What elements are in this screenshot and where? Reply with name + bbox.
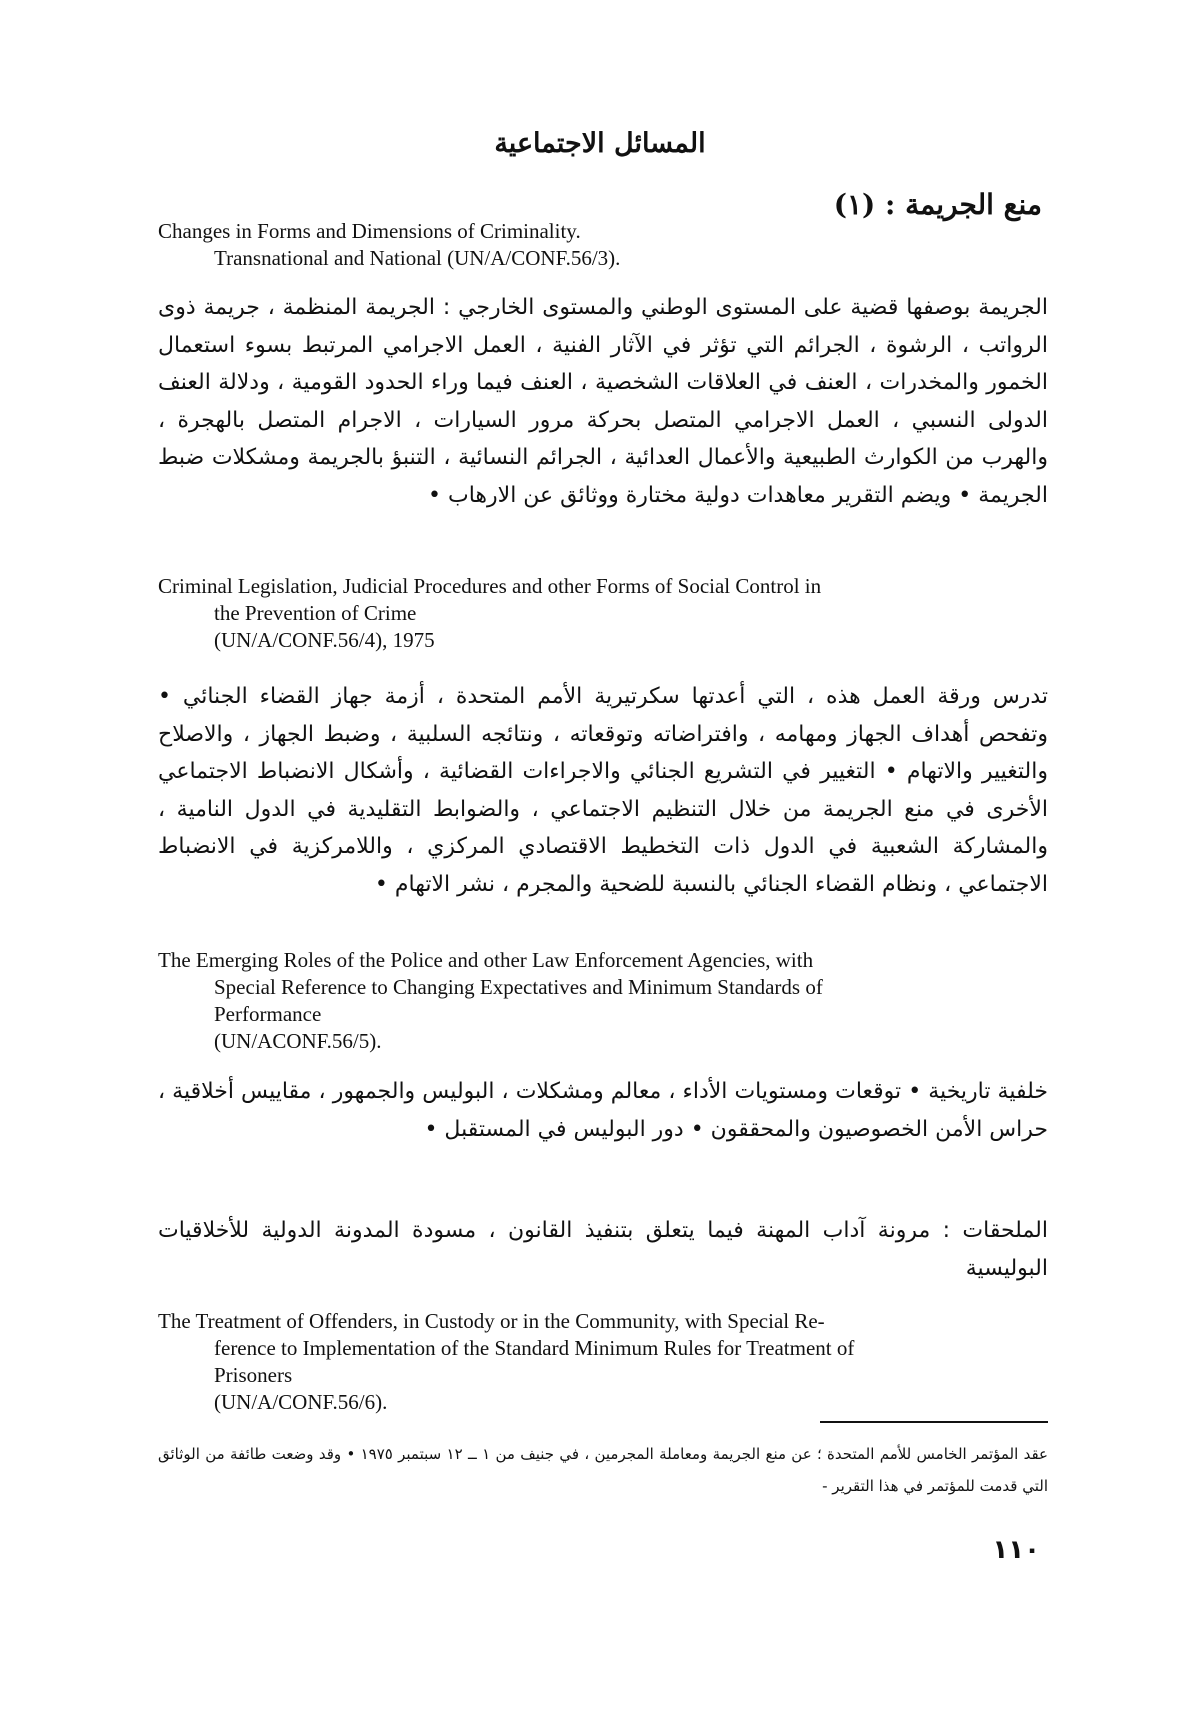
english-line: ference to Implementation of the Standard Minimum Rules for Treatment of (214, 1336, 855, 1360)
arabic-summary-1: الجريمة بوصفها قضية على المستوى الوطني والمستوى الخارجي : الجريمة المنظمة ، جريمة ذوى الرواتب ، الرشوة ، الجرائم التي تؤثر في الآثار الفنية ، العمل الاجرامي المرتبط بسوء استعمال الخمور والمخدرات ، العنف في العلاقات الشخصية ، العنف فيما وراء الحدود القومية ، ودلالة العنف الدولى النسبي ، العمل الاجرامي المتصل بحركة مرور السيارات ، الاجرام المتصل بالهجرة ، والهرب من الكوارث الطبيعية والأعمال العدائية ، الجرائم النسائية ، التنبؤ بالجريمة ومشكلات ضبط الجريمة • ويضم التقرير معاهدات دولية مختارة ووثائق عن الارهاب • (158, 295, 1048, 508)
english-line: Special Reference to Changing Expectatives and Minimum Standards of (214, 975, 823, 999)
english-reference-1 (158, 218, 1038, 272)
english-line: The Emerging Roles of the Police and other Law Enforcement Agencies, with (158, 948, 814, 972)
arabic-annex-note: الملحقات : مرونة آداب المهنة فيما يتعلق بتنفيذ القانون ، مسودة المدونة الدولية للأخلاقيات البوليسية (158, 1218, 1048, 1281)
english-line: Prisoners (214, 1363, 293, 1387)
arabic-summary-3: خلفية تاريخية • توقعات ومستويات الأداء ، معالم ومشكلات ، البوليس والجمهور ، مقاييس أخلاقية ، حراس الأمن الخصوصيون والمحققون • دور البوليس في المستقبل • (158, 1079, 1048, 1142)
section-heading: منع الجريمة : (١) (833, 188, 1042, 221)
english-reference-4 (158, 1308, 1048, 1416)
english-reference-2 (158, 573, 1048, 654)
english-line: (UN/ACONF.56/5). (214, 1029, 382, 1053)
english-line: Transnational and National (UN/A/CONF.56/3). (214, 246, 621, 270)
footnote: عقد المؤتمر الخامس للأمم المتحدة ؛ عن منع الجريمة ومعاملة المجرمين ، في جنيف من ١ ــ ١٢ سبتمبر ١٩٧٥ • وقد وضعت طائفة من الوثائق التي قدمت للمؤتمر في هذا التقرير - (158, 1445, 1048, 1495)
arabic-summary-2: تدرس ورقة العمل هذه ، التي أعدتها سكرتيرية الأمم المتحدة ، أزمة جهاز القضاء الجنائي • وتفحص أهداف الجهاز ومهامه ، وافتراضاته وتوقعاته ، ونتائجه السلبية ، وضبط الجهاز ، والاصلاح والتغيير والاتهام • التغيير في التشريع الجنائي والاجراءات القضائية ، وأشكال الانضباط الاجتماعي الأخرى في منع الجريمة من خلال التنظيم الاجتماعي ، والضوابط التقليدية في الدول النامية ، والمشاركة الشعبية في الدول ذات التخطيط الاقتصادي المركزي ، واللامركزية في الانضباط الاجتماعي ، ونظام القضاء الجنائي بالنسبة للضحية والمجرم ، نشر الاتهام • (158, 684, 1048, 897)
english-line: (UN/A/CONF.56/4), 1975 (214, 628, 435, 652)
english-line: Performance (214, 1002, 322, 1026)
english-line: Criminal Legislation, Judicial Procedures and other Forms of Social Control in (158, 574, 822, 598)
english-line: the Prevention of Crime (214, 601, 417, 625)
page-title: المسائل الاجتماعية (494, 128, 706, 159)
footnote-divider (820, 1421, 1048, 1423)
english-line: The Treatment of Offenders, in Custody or in the Community, with Special Re- (158, 1309, 825, 1333)
english-line: (UN/A/CONF.56/6). (214, 1390, 388, 1414)
english-line: Changes in Forms and Dimensions of Criminality. (158, 219, 581, 243)
page-number: ١١٠ (992, 1535, 1040, 1565)
english-reference-3 (158, 947, 1048, 1055)
